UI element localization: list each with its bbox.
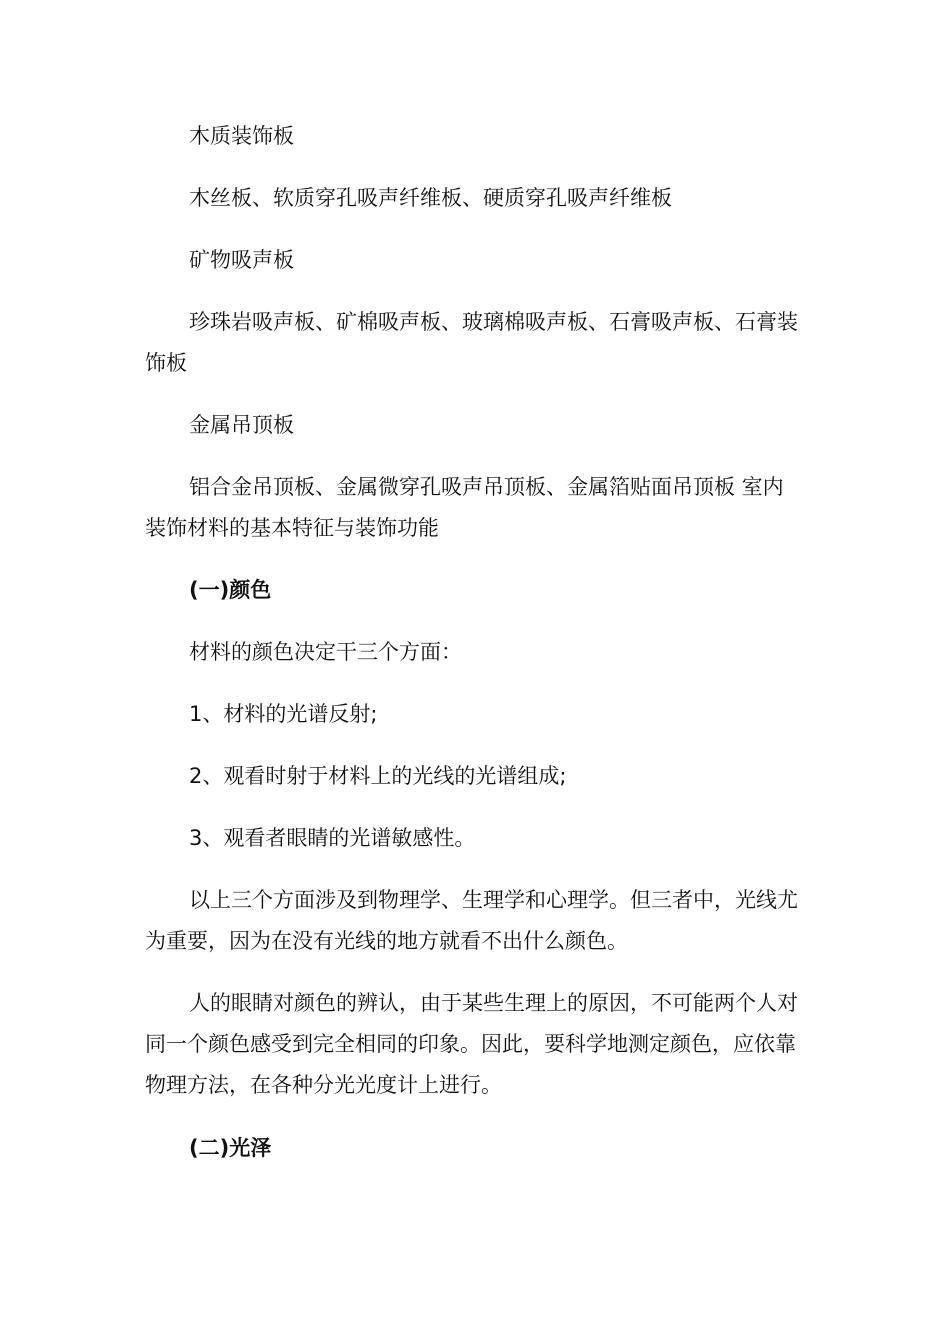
section-heading-color: (一)颜色 [189,578,272,602]
paragraph-metal-ceiling-types: 铝合金吊顶板、金属微穿孔吸声吊顶板、金属箔贴面吊顶板 室内装饰材料的基本特征与装饰功能 [145,475,784,540]
list-item-3: 3、观看者眼睛的光谱敏感性。 [189,826,476,850]
paragraph-color-intro: 材料的颜色决定干三个方面： [189,640,462,664]
subheading-mineral-panel: 矿物吸声板 [189,248,294,272]
paragraph-color-measurement: 人的眼睛对颜色的辨认，由于某些生理上的原因，不可能两个人对同一个颜色感受到完全相同的印象。因此，要科学地测定颜色，应依靠物理方法，在各种分光光度计上进行。 [145,991,798,1097]
paragraph-mineral-panel-types: 珍珠岩吸声板、矿棉吸声板、玻璃棉吸声板、石膏吸声板、石膏装饰板 [145,310,798,375]
list-item-1: 1、材料的光谱反射; [189,702,378,726]
paragraph-light-importance: 以上三个方面涉及到物理学、生理学和心理学。但三者中，光线尤为重要，因为在没有光线的地方就看不出什么颜色。 [145,888,798,953]
subheading-wood-panel: 木质装饰板 [189,124,294,148]
subheading-metal-ceiling: 金属吊顶板 [189,413,294,437]
section-heading-gloss: (二)光泽 [189,1136,272,1160]
paragraph-wood-panel-types: 木丝板、软质穿孔吸声纤维板、硬质穿孔吸声纤维板 [189,186,672,210]
list-item-2: 2、观看时射于材料上的光线的光谱组成; [189,764,567,788]
